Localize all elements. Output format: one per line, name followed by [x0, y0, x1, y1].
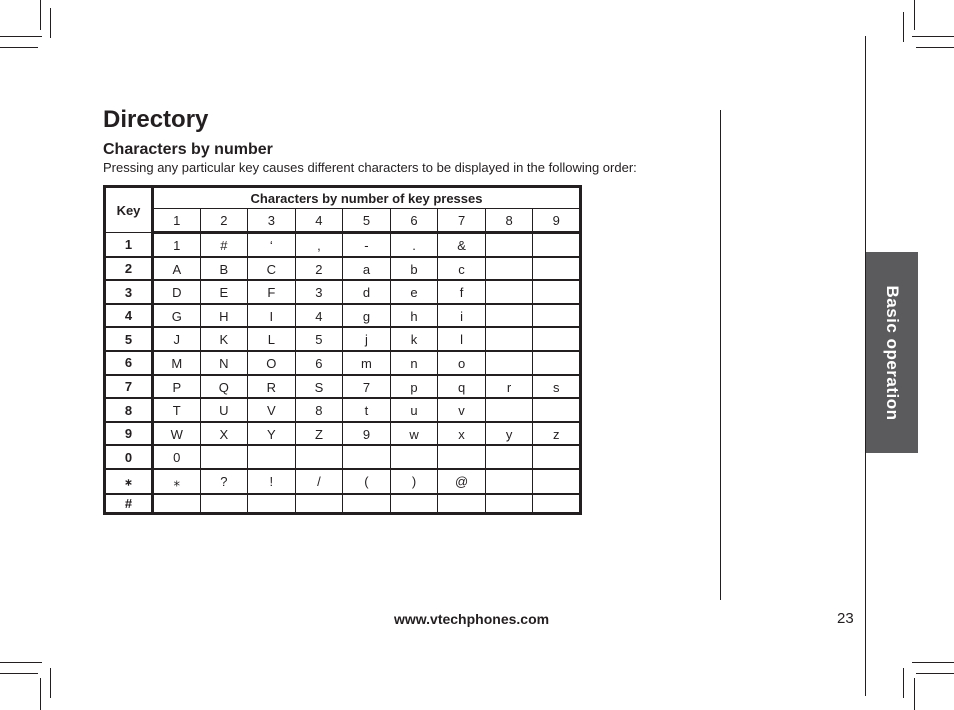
- character-cell: [533, 257, 581, 281]
- key-cell: 5: [105, 327, 153, 351]
- character-cell: V: [248, 398, 296, 422]
- character-cell: [533, 398, 581, 422]
- character-cell: d: [343, 280, 391, 304]
- crop-mark: [40, 0, 41, 30]
- character-cell: J: [153, 327, 201, 351]
- character-cell: y: [485, 422, 533, 446]
- character-cell: E: [200, 280, 248, 304]
- character-cell: [485, 469, 533, 494]
- press-number-header: 4: [295, 209, 343, 233]
- character-cell: #: [200, 233, 248, 257]
- character-cell: [343, 445, 391, 469]
- character-cell: k: [390, 327, 438, 351]
- character-cell: ‘: [248, 233, 296, 257]
- table-row: [105, 280, 581, 304]
- character-cell: e: [390, 280, 438, 304]
- page-title: Directory: [103, 106, 209, 133]
- table-row: [105, 375, 581, 399]
- character-cell: c: [438, 257, 486, 281]
- press-number-header: 9: [533, 209, 581, 233]
- character-cell: N: [200, 351, 248, 375]
- character-cell: z: [533, 422, 581, 446]
- character-cell: @: [438, 469, 486, 494]
- character-cell: v: [438, 398, 486, 422]
- character-cell: O: [248, 351, 296, 375]
- character-cell: Y: [248, 422, 296, 446]
- character-cell: 9: [343, 422, 391, 446]
- character-cell: U: [200, 398, 248, 422]
- footer-url: www.vtechphones.com: [394, 611, 550, 627]
- character-cell: B: [200, 257, 248, 281]
- press-number-header: 1: [153, 209, 201, 233]
- character-cell: [533, 327, 581, 351]
- column-divider: [720, 110, 721, 600]
- character-cell: K: [200, 327, 248, 351]
- character-cell: M: [153, 351, 201, 375]
- character-cell: 6: [295, 351, 343, 375]
- character-cell: [200, 494, 248, 514]
- character-cell: &: [438, 233, 486, 257]
- key-column-header: Key: [105, 187, 153, 233]
- character-cell: [533, 233, 581, 257]
- table-row: [105, 257, 581, 281]
- key-cell: 1: [105, 233, 153, 257]
- crop-mark: [903, 668, 904, 698]
- crop-mark: [914, 678, 915, 710]
- character-cell: [485, 327, 533, 351]
- crop-mark: [0, 47, 38, 48]
- table-row: [105, 233, 581, 257]
- character-cell: 0: [153, 445, 201, 469]
- character-cell: 3: [295, 280, 343, 304]
- intro-text: Pressing any particular key causes different characters to be displayed in the following order:: [103, 160, 637, 175]
- character-cell: [248, 494, 296, 514]
- crop-mark: [916, 47, 954, 48]
- character-cell: P: [153, 375, 201, 399]
- character-cell: l: [438, 327, 486, 351]
- key-cell: 4: [105, 304, 153, 328]
- crop-mark: [0, 36, 42, 37]
- crop-mark: [0, 662, 42, 663]
- character-cell: m: [343, 351, 391, 375]
- character-cell: [390, 494, 438, 514]
- key-cell: 2: [105, 257, 153, 281]
- crop-mark: [50, 668, 51, 698]
- character-cell: j: [343, 327, 391, 351]
- character-cell: [485, 233, 533, 257]
- table-row: [105, 351, 581, 375]
- character-cell: p: [390, 375, 438, 399]
- character-cell: ): [390, 469, 438, 494]
- press-number-header: 7: [438, 209, 486, 233]
- table-row: [105, 422, 581, 446]
- character-cell: [485, 445, 533, 469]
- crop-mark: [914, 0, 915, 30]
- crop-mark: [40, 678, 41, 710]
- character-cell: 7: [343, 375, 391, 399]
- character-cell: [533, 351, 581, 375]
- character-cell: D: [153, 280, 201, 304]
- press-number-header: 5: [343, 209, 391, 233]
- characters-table: [103, 185, 582, 515]
- page-number: 23: [837, 610, 854, 627]
- character-cell: g: [343, 304, 391, 328]
- character-cell: [153, 494, 201, 514]
- presses-group-header: Characters by number of key presses: [153, 187, 581, 209]
- character-cell: /: [295, 469, 343, 494]
- key-cell: ⁎: [105, 469, 153, 494]
- character-cell: H: [200, 304, 248, 328]
- character-cell: [390, 445, 438, 469]
- character-cell: [485, 494, 533, 514]
- character-cell: w: [390, 422, 438, 446]
- character-cell: 5: [295, 327, 343, 351]
- character-cell: r: [485, 375, 533, 399]
- character-cell: (: [343, 469, 391, 494]
- character-cell: I: [248, 304, 296, 328]
- character-cell: b: [390, 257, 438, 281]
- character-cell: [248, 445, 296, 469]
- section-title: Characters by number: [103, 141, 273, 158]
- key-cell: 8: [105, 398, 153, 422]
- character-cell: u: [390, 398, 438, 422]
- table-row: [105, 494, 581, 514]
- character-cell: [533, 469, 581, 494]
- character-cell: L: [248, 327, 296, 351]
- character-cell: A: [153, 257, 201, 281]
- press-number-header: 6: [390, 209, 438, 233]
- key-cell: 0: [105, 445, 153, 469]
- crop-mark: [0, 673, 38, 674]
- character-cell: n: [390, 351, 438, 375]
- character-cell: Z: [295, 422, 343, 446]
- character-cell: [485, 304, 533, 328]
- character-cell: ?: [200, 469, 248, 494]
- crop-mark: [903, 12, 904, 42]
- character-cell: f: [438, 280, 486, 304]
- character-cell: ⁎: [153, 469, 201, 494]
- character-cell: [533, 445, 581, 469]
- character-cell: t: [343, 398, 391, 422]
- character-cell: 8: [295, 398, 343, 422]
- character-cell: x: [438, 422, 486, 446]
- crop-mark: [916, 673, 954, 674]
- key-cell: #: [105, 494, 153, 514]
- table-row: [105, 398, 581, 422]
- character-cell: Q: [200, 375, 248, 399]
- character-cell: [485, 280, 533, 304]
- character-cell: X: [200, 422, 248, 446]
- key-cell: 9: [105, 422, 153, 446]
- crop-mark: [912, 36, 954, 37]
- press-number-header: 3: [248, 209, 296, 233]
- crop-mark: [50, 8, 51, 38]
- character-cell: !: [248, 469, 296, 494]
- character-cell: S: [295, 375, 343, 399]
- character-cell: h: [390, 304, 438, 328]
- character-cell: 4: [295, 304, 343, 328]
- character-cell: [438, 494, 486, 514]
- character-cell: [533, 494, 581, 514]
- character-cell: a: [343, 257, 391, 281]
- press-number-header: 2: [200, 209, 248, 233]
- character-cell: i: [438, 304, 486, 328]
- character-cell: [295, 494, 343, 514]
- table-row: [105, 327, 581, 351]
- character-cell: [485, 351, 533, 375]
- character-cell: [485, 398, 533, 422]
- key-cell: 6: [105, 351, 153, 375]
- character-cell: R: [248, 375, 296, 399]
- character-cell: [343, 494, 391, 514]
- character-cell: 1: [153, 233, 201, 257]
- crop-mark: [912, 662, 954, 663]
- section-tab: [866, 252, 918, 453]
- character-cell: T: [153, 398, 201, 422]
- press-number-header: 8: [485, 209, 533, 233]
- character-cell: F: [248, 280, 296, 304]
- table-row: [105, 304, 581, 328]
- table-row: [105, 445, 581, 469]
- character-cell: C: [248, 257, 296, 281]
- character-cell: W: [153, 422, 201, 446]
- character-cell: [533, 280, 581, 304]
- key-cell: 3: [105, 280, 153, 304]
- character-cell: ,: [295, 233, 343, 257]
- table-row: [105, 469, 581, 494]
- character-cell: [485, 257, 533, 281]
- character-cell: [295, 445, 343, 469]
- character-cell: [533, 304, 581, 328]
- character-cell: -: [343, 233, 391, 257]
- character-cell: s: [533, 375, 581, 399]
- key-cell: 7: [105, 375, 153, 399]
- character-cell: q: [438, 375, 486, 399]
- character-cell: G: [153, 304, 201, 328]
- character-cell: [438, 445, 486, 469]
- character-cell: o: [438, 351, 486, 375]
- character-cell: .: [390, 233, 438, 257]
- character-cell: [200, 445, 248, 469]
- character-cell: 2: [295, 257, 343, 281]
- section-tab-label: Basic operation: [883, 284, 902, 421]
